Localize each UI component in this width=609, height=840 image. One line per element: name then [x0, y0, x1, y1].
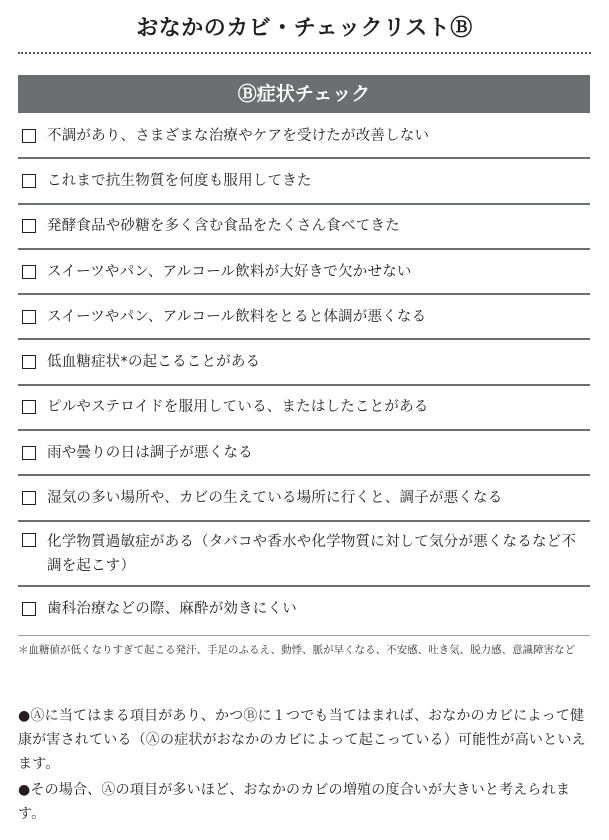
checklist-item-label: 低血糖症状*の起こることがある: [47, 354, 261, 371]
checkbox[interactable]: [22, 129, 36, 143]
title-divider: [18, 52, 591, 54]
checklist-item-label: スイーツやパン、アルコール飲料が大好きで欠かせない: [47, 263, 412, 280]
checklist-item: [18, 431, 590, 476]
checklist-item: [18, 386, 590, 431]
checkbox[interactable]: [22, 533, 36, 547]
section-header: Ⓑ症状チェック: [18, 75, 590, 113]
checkbox[interactable]: [22, 491, 36, 505]
checkbox[interactable]: [22, 174, 36, 188]
checklist-item: [18, 114, 590, 159]
result-note: ●その場合、Ⓐの項目が多いほど、おなかのカビの増殖の度合いが大きいと考えられます。: [18, 782, 571, 822]
checklist-item: [18, 250, 590, 295]
checkbox[interactable]: [22, 310, 36, 324]
checkbox[interactable]: [22, 602, 36, 616]
checklist-item: [18, 340, 590, 385]
checkbox[interactable]: [22, 219, 36, 233]
checklist-item-label: ピルやステロイドを服用している、またはしたことがある: [47, 399, 429, 416]
checklist-item-label: 化学物質過敏症がある（タバコや香水や化学物質に対して気分が悪くなるなど不調を起こす）: [47, 533, 577, 574]
checklist-item: [18, 522, 590, 587]
checklist-item-label: スイーツやパン、アルコール飲料をとると体調が悪くなる: [47, 308, 427, 325]
checklist-item: [18, 159, 590, 204]
page-title: おなかのカビ・チェックリストⒷ: [136, 16, 473, 41]
footnote: ＊血糖値が低くなりすぎて起こる発汗、手足のふるえ、動悸、脈が早くなる、不安感、吐き気、脱力感、意識障害など: [18, 644, 576, 656]
checklist-item: [18, 295, 590, 340]
checkbox[interactable]: [22, 355, 36, 369]
checklist-item: [18, 587, 590, 631]
checklist-item-label: 不調があり、さまざまな治療やケアを受けたが改善しない: [47, 127, 430, 144]
checklist-item-label: これまで抗生物質を何度も服用してきた: [47, 172, 312, 189]
checklist-item: [18, 205, 590, 250]
checklist: [18, 114, 590, 631]
checklist-item-label: 発酵食品や砂糖を多く含む食品をたくさん食べてきた: [47, 218, 400, 235]
checklist-item: [18, 476, 590, 521]
checklist-item-label: 湿気の多い場所や、カビの生えている場所に行くと、調子が悪くなる: [47, 490, 503, 507]
footnote-divider: [18, 635, 590, 636]
checkbox[interactable]: [22, 446, 36, 460]
checkbox[interactable]: [22, 400, 36, 414]
checklist-item-label: 歯科治療などの際、麻酔が効きにくい: [47, 600, 297, 617]
result-note: ●Ⓐに当てはまる項目があり、かつⒷに１つでも当てはまれば、おなかのカビによって健康が害されている（Ⓐの症状がおなかのカビによって起こっている）可能性が高いといえます。: [18, 708, 586, 772]
checkbox[interactable]: [22, 265, 36, 279]
checklist-item-label: 雨や曇りの日は調子が悪くなる: [47, 444, 253, 461]
